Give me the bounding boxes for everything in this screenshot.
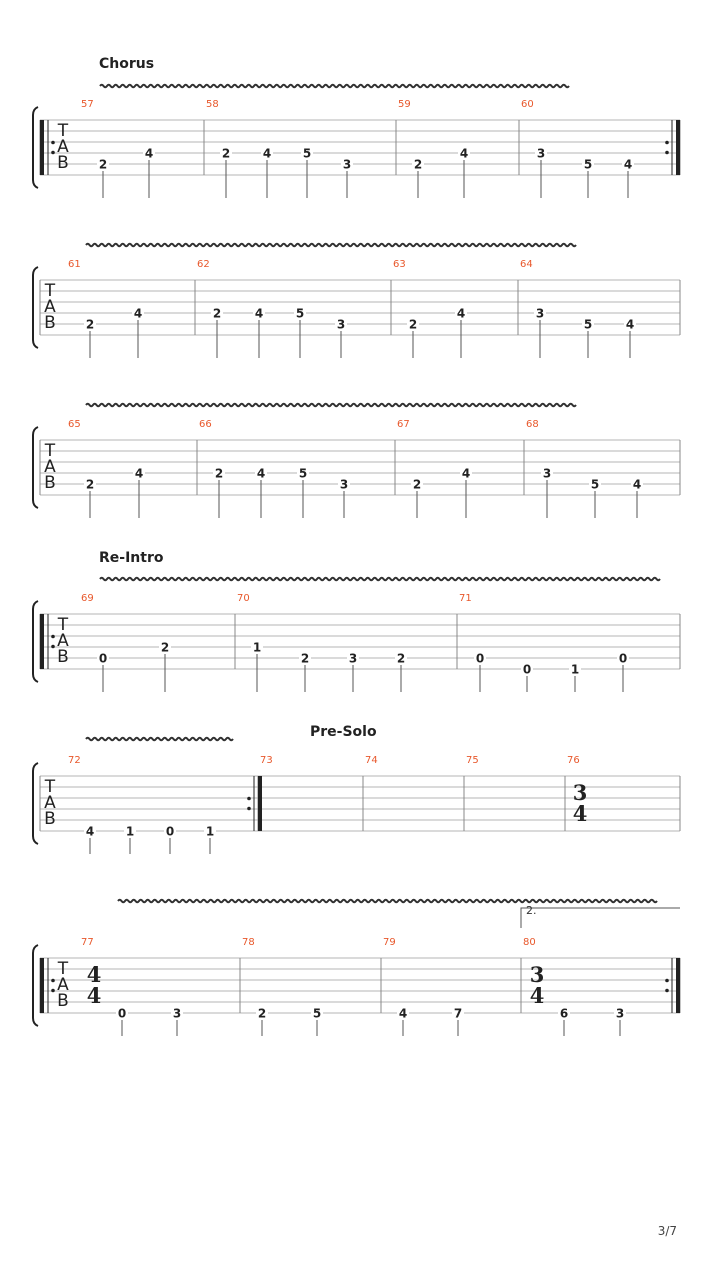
fret-number: 0 [522,662,532,677]
section-label: Pre-Solo [310,724,377,740]
repeat-dot [51,979,55,983]
fret-number: 4 [254,306,264,321]
tab-clef-letter: B [57,647,69,667]
tab-clef-letter: A [57,631,69,651]
repeat-dot [665,141,669,145]
measure-number: 80 [523,937,536,948]
vibrato-wave-icon [86,404,576,406]
measure-number: 77 [81,937,94,948]
tab-system [33,724,680,854]
repeat-dot [665,151,669,155]
fret-number: 6 [559,1006,569,1021]
fret-number: 2 [221,146,231,161]
tab-clef-letter: B [44,313,56,333]
fret-number: 4 [461,466,471,481]
fret-number: 2 [214,466,224,481]
fret-number: 3 [348,651,358,666]
measure-number: 60 [521,99,534,110]
fret-number: 4 [134,466,144,481]
measure-number: 70 [237,593,250,604]
tab-clef-letter: A [44,297,56,317]
ending-bracket [521,908,680,928]
fret-number: 3 [615,1006,625,1021]
repeat-dot [665,989,669,993]
tab-clef-letter: T [57,121,69,141]
time-signature-top: 4 [86,962,102,987]
fret-number: 4 [85,824,95,839]
measure-number: 58 [206,99,219,110]
time-signature-top: 3 [572,780,588,805]
measure-number: 71 [459,593,472,604]
staff-bracket-icon [33,945,38,1026]
staff-bracket-icon [33,107,38,188]
measure-number: 74 [365,755,378,766]
fret-number: 3 [339,477,349,492]
vibrato-wave-icon [100,85,569,87]
fret-number: 3 [172,1006,182,1021]
fret-number: 2 [257,1006,267,1021]
tab-clef-letter: B [44,473,56,493]
fret-number: 4 [133,306,143,321]
repeat-end-icon [258,776,262,831]
repeat-end-icon [676,120,680,175]
fret-number: 4 [398,1006,408,1021]
fret-number: 2 [160,640,170,655]
fret-number: 0 [98,651,108,666]
time-signature-top: 3 [529,962,545,987]
measure-number: 66 [199,419,212,430]
fret-number: 5 [583,317,593,332]
fret-number: 2 [408,317,418,332]
fret-number: 4 [632,477,642,492]
fret-number: 3 [535,306,545,321]
page-number: 3/7 [657,1224,677,1238]
staff-bracket-icon [33,427,38,508]
fret-number: 2 [396,651,406,666]
fret-number: 0 [117,1006,127,1021]
measure-number: 65 [68,419,81,430]
time-signature-bottom: 4 [529,983,545,1008]
fret-number: 5 [295,306,305,321]
measure-number: 69 [81,593,94,604]
tab-clef-letter: T [44,281,56,301]
repeat-dot [51,635,55,639]
section-label: Chorus [99,56,155,72]
tab-system [33,550,680,692]
measure-number: 72 [68,755,81,766]
fret-number: 5 [312,1006,322,1021]
repeat-dot [51,989,55,993]
fret-number: 4 [256,466,266,481]
time-signature-bottom: 4 [86,983,102,1008]
fret-number: 1 [570,662,580,677]
measure-number: 78 [242,937,255,948]
section-label: Re-Intro [99,550,164,566]
fret-number: 2 [98,157,108,172]
vibrato-wave-icon [86,738,233,740]
tab-system [33,244,680,358]
fret-number: 3 [542,466,552,481]
fret-number: 3 [536,146,546,161]
tab-clef-letter: T [44,777,56,797]
measure-number: 75 [466,755,479,766]
fret-number: 2 [85,317,95,332]
measure-number: 61 [68,259,81,270]
tab-clef-letter: B [57,153,69,173]
repeat-dot [51,141,55,145]
fret-number: 4 [623,157,633,172]
repeat-start-icon [40,120,44,175]
measure-number: 59 [398,99,411,110]
fret-number: 4 [459,146,469,161]
repeat-start-icon [40,614,44,669]
fret-number: 2 [212,306,222,321]
fret-number: 2 [85,477,95,492]
repeat-dot [247,807,251,811]
tab-clef-letter: T [57,959,69,979]
tab-clef-letter: A [44,793,56,813]
fret-number: 3 [336,317,346,332]
repeat-dot [51,645,55,649]
fret-number: 5 [583,157,593,172]
fret-number: 0 [165,824,175,839]
tab-clef-letter: T [44,441,56,461]
fret-number: 2 [300,651,310,666]
tab-system [33,56,680,198]
measure-number: 67 [397,419,410,430]
tab-system [33,404,680,518]
repeat-dot [247,797,251,801]
measure-number: 76 [567,755,580,766]
tab-clef-letter: A [57,975,69,995]
tab-clef-letter: B [44,809,56,829]
staff-bracket-icon [33,763,38,844]
fret-number: 0 [618,651,628,666]
fret-number: 2 [413,157,423,172]
fret-number: 4 [625,317,635,332]
repeat-start-icon [40,958,44,1013]
vibrato-wave-icon [118,900,657,902]
vibrato-wave-icon [86,244,576,246]
ending-label: 2. [526,904,537,917]
measure-number: 73 [260,755,273,766]
fret-number: 5 [298,466,308,481]
tab-system [33,900,680,1036]
fret-number: 1 [125,824,135,839]
tab-clef-letter: B [57,991,69,1011]
fret-number: 1 [205,824,215,839]
staff-bracket-icon [33,601,38,682]
fret-number: 0 [475,651,485,666]
fret-number: 4 [144,146,154,161]
measure-number: 63 [393,259,406,270]
repeat-dot [51,151,55,155]
fret-number: 5 [302,146,312,161]
staff-bracket-icon [33,267,38,348]
vibrato-wave-icon [100,578,660,580]
measure-number: 62 [197,259,210,270]
time-signature-bottom: 4 [572,801,588,826]
fret-number: 1 [252,640,262,655]
tab-clef-letter: A [44,457,56,477]
repeat-end-icon [676,958,680,1013]
tab-clef-letter: T [57,615,69,635]
repeat-dot [665,979,669,983]
fret-number: 4 [262,146,272,161]
measure-number: 64 [520,259,533,270]
measure-number: 57 [81,99,94,110]
measure-number: 68 [526,419,539,430]
measure-number: 79 [383,937,396,948]
fret-number: 4 [456,306,466,321]
fret-number: 3 [342,157,352,172]
fret-number: 2 [412,477,422,492]
fret-number: 5 [590,477,600,492]
tab-clef-letter: A [57,137,69,157]
fret-number: 7 [453,1006,463,1021]
